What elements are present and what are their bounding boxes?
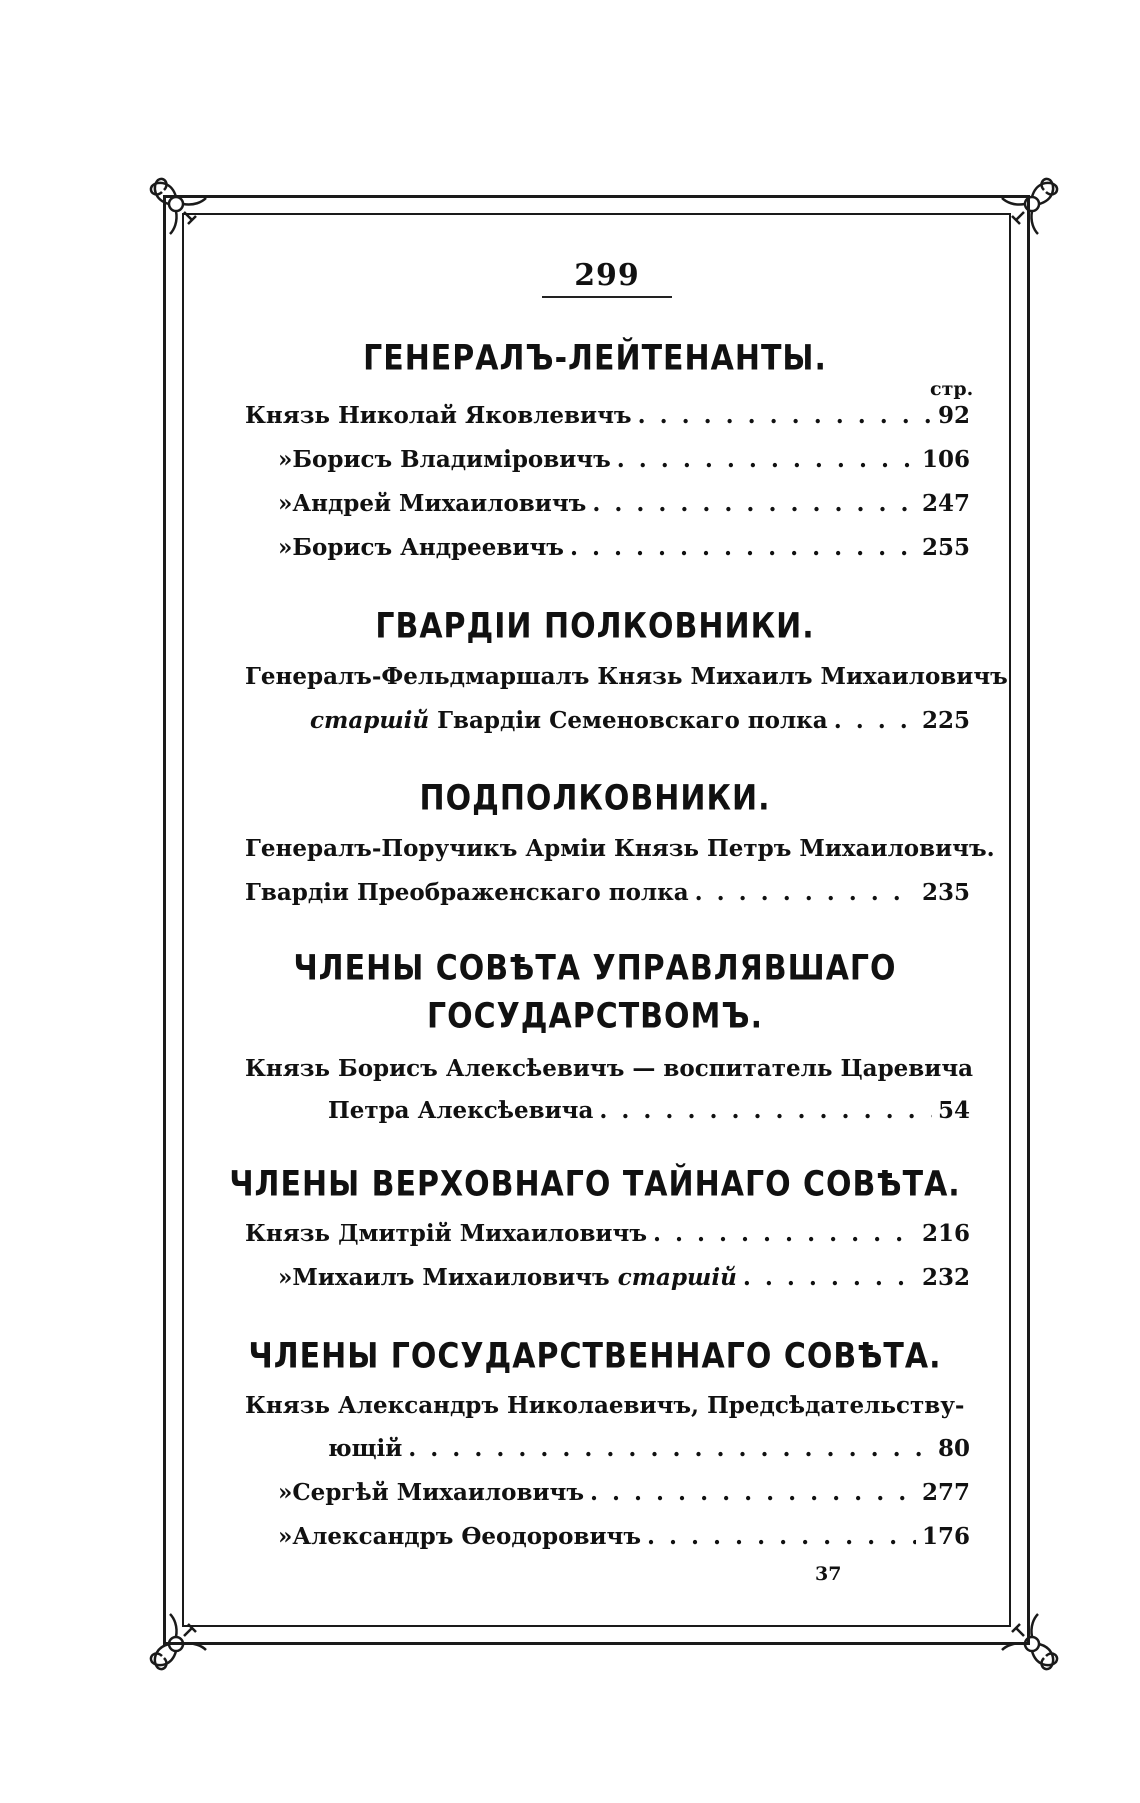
entry-italic: старшій (617, 1264, 737, 1291)
entry-name: Гвардіи Преображенскаго полка (245, 879, 689, 906)
list-item (245, 1222, 970, 1245)
dot-leader (408, 1437, 932, 1460)
ditto-mark: » (278, 1264, 293, 1291)
entry-prefix: Князь (245, 1220, 331, 1247)
dot-leader (647, 1525, 916, 1548)
entry-line: Генералъ-Фельдмаршалъ Князь Михаилъ Михаиловичъ (245, 663, 1008, 690)
entry-prefix: Князь (245, 402, 331, 429)
entry-line: Князь Борисъ Алексѣевичъ — воспитатель Царевича (245, 1055, 974, 1082)
entry-page: 225 (921, 707, 970, 734)
ditto-mark: » (278, 446, 293, 473)
dot-leader (570, 536, 916, 559)
corner-ornament-icon (1000, 172, 1064, 236)
section-heading: ГВАРДІИ ПОЛКОВНИКИ. (375, 606, 815, 647)
entry-page: 232 (921, 1264, 970, 1291)
entry-page: 216 (921, 1220, 970, 1247)
entry-name: Сергѣй Михаиловичъ (292, 1479, 584, 1506)
list-item (278, 1525, 970, 1548)
ditto-mark: » (278, 1523, 293, 1550)
entry-name: ющій (328, 1435, 403, 1462)
dot-leader (592, 492, 916, 515)
dot-leader (743, 1266, 916, 1289)
list-item (245, 881, 970, 904)
entry-name: Михаилъ Михаиловичъ (292, 1264, 610, 1291)
signature-mark: 37 (815, 1563, 842, 1585)
entry-page: 255 (921, 534, 970, 561)
page-number: 299 (574, 258, 640, 293)
list-item (328, 1099, 970, 1122)
dot-leader (695, 881, 916, 904)
corner-ornament-icon (1000, 1612, 1064, 1676)
section-heading-continued: ГОСУДАРСТВОМЪ. (427, 996, 763, 1037)
list-item (278, 1266, 970, 1289)
entry-name: Гвардіи Семеновскаго полка (437, 707, 828, 734)
entry-page: 176 (921, 1523, 970, 1550)
entry-page: 247 (921, 490, 970, 517)
entry-name: Александръ Ѳеодоровичъ (292, 1523, 641, 1550)
dot-leader (653, 1222, 916, 1245)
entry-name: Дмитрій Михаиловичъ (338, 1220, 647, 1247)
entry-page: 106 (921, 446, 970, 473)
list-item (328, 1437, 970, 1460)
entry-page: 54 (937, 1097, 970, 1124)
corner-ornament-icon (144, 1612, 208, 1676)
entry-line: Генералъ-Поручикъ Арміи Князь Петръ Михаиловичъ. (245, 835, 995, 862)
entry-line: Князь Александръ Николаевичъ, Предсѣдательству- (245, 1392, 965, 1419)
section-heading: ГЕНЕРАЛЪ-ЛЕЙТЕНАНТЫ. (363, 338, 827, 379)
page-number-rule (542, 296, 672, 298)
list-item (278, 536, 970, 559)
list-item (245, 404, 970, 427)
list-item (310, 709, 970, 732)
list-item (278, 1481, 970, 1504)
entry-name: Андрей Михаиловичъ (292, 490, 587, 517)
list-item (278, 492, 970, 515)
entry-name: Борисъ Андреевичъ (292, 534, 564, 561)
entry-name: Петра Алексѣевича (328, 1097, 594, 1124)
ditto-mark: » (278, 534, 293, 561)
entry-page: 80 (937, 1435, 970, 1462)
dot-leader (599, 1099, 932, 1122)
section-heading: ЧЛЕНЫ СОВѢТА УПРАВЛЯВШАГО (293, 948, 897, 989)
entry-page: 277 (921, 1479, 970, 1506)
entry-page: 235 (921, 879, 970, 906)
list-item (278, 448, 970, 471)
entry-name: Николай Яковлевичъ (338, 402, 632, 429)
section-heading: ЧЛЕНЫ ГОСУДАРСТВЕННАГО СОВѢТА. (248, 1336, 942, 1377)
dot-leader (834, 709, 916, 732)
section-heading: ПОДПОЛКОВНИКИ. (419, 778, 771, 819)
page-column-label: стр. (930, 378, 974, 400)
ditto-mark: » (278, 490, 293, 517)
entry-italic: старшій (310, 707, 430, 734)
entry-name: Борисъ Владиміровичъ (292, 446, 611, 473)
dot-leader (590, 1481, 916, 1504)
ditto-mark: » (278, 1479, 293, 1506)
dot-leader (638, 404, 932, 427)
corner-ornament-icon (144, 172, 208, 236)
section-heading: ЧЛЕНЫ ВЕРХОВНАГО ТАЙНАГО СОВѢТА. (229, 1164, 961, 1205)
entry-page: 92 (937, 402, 970, 429)
dot-leader (617, 448, 916, 471)
